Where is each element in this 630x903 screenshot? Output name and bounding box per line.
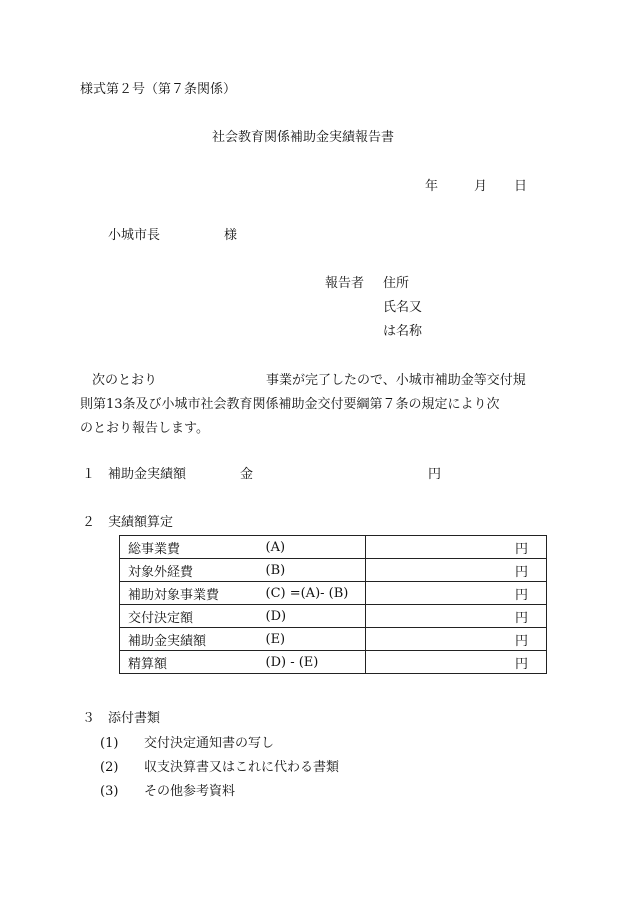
table-row xyxy=(120,628,547,651)
date-year-label: 年 xyxy=(425,179,439,194)
reporter-label: 報告者 xyxy=(325,276,365,291)
section1-number: １ xyxy=(82,467,96,482)
table-row xyxy=(120,605,547,628)
body-text-line1-b: 事業が完了したので、小城市補助金等交付規 xyxy=(266,373,526,388)
row-formula: (D) - (E) xyxy=(258,651,366,674)
row-amount-unit: 円 xyxy=(366,582,547,605)
row-amount-unit: 円 xyxy=(366,536,547,559)
reporter-name-label-line1: 氏名又 xyxy=(383,300,423,315)
attachment-number: (2) xyxy=(100,760,119,775)
date-month-label: 月 xyxy=(474,179,488,194)
attachment-number: (1) xyxy=(100,736,119,751)
table-row xyxy=(120,582,547,605)
body-text-line1-a: 次のとおり xyxy=(92,373,158,388)
row-formula: (D) xyxy=(258,605,366,628)
calculation-table xyxy=(119,535,547,674)
addressee-honorific: 様 xyxy=(224,228,238,243)
section1-amount-unit: 円 xyxy=(428,467,442,482)
row-amount-unit: 円 xyxy=(366,559,547,582)
reporter-name-label-line2: は名称 xyxy=(383,324,423,339)
row-item-label: 総事業費 xyxy=(120,536,258,559)
form-number: 様式第２号（第７条関係） xyxy=(80,82,237,97)
row-item-label: 対象外経費 xyxy=(120,559,258,582)
row-amount-unit: 円 xyxy=(366,628,547,651)
body-text-line3: のとおり報告します。 xyxy=(80,421,209,436)
section3-label: 添付書類 xyxy=(108,711,161,726)
row-amount-unit: 円 xyxy=(366,605,547,628)
reporter-address-label: 住所 xyxy=(383,276,410,291)
row-formula: (B) xyxy=(258,559,366,582)
row-item-label: 補助対象事業費 xyxy=(120,582,258,605)
section3-number: ３ xyxy=(82,711,96,726)
body-text-line2: 則第13条及び小城市社会教育関係補助金交付要綱第７条の規定により次 xyxy=(80,397,500,412)
document-title: 社会教育関係補助金実績報告書 xyxy=(212,130,395,145)
table-row xyxy=(120,651,547,674)
section2-number: ２ xyxy=(82,515,96,530)
table-row xyxy=(120,536,547,559)
row-item-label: 精算額 xyxy=(120,651,258,674)
row-amount-unit: 円 xyxy=(366,651,547,674)
date-day-label: 日 xyxy=(514,179,528,194)
attachment-text: 交付決定通知書の写し xyxy=(144,736,275,751)
addressee-name: 小城市長 xyxy=(108,228,161,243)
section1-label: 補助金実績額 xyxy=(108,467,187,482)
attachment-text: 収支決算書又はこれに代わる書類 xyxy=(144,760,340,775)
row-formula: (C) =(A)- (B) xyxy=(258,582,366,605)
row-item-label: 補助金実績額 xyxy=(120,628,258,651)
section2-label: 実績額算定 xyxy=(108,515,174,530)
attachment-number: (3) xyxy=(100,784,119,799)
row-formula: (A) xyxy=(258,536,366,559)
section1-amount-prefix: 金 xyxy=(240,467,254,482)
attachment-text: その他参考資料 xyxy=(144,784,236,799)
row-formula: (E) xyxy=(258,628,366,651)
table-row xyxy=(120,559,547,582)
row-item-label: 交付決定額 xyxy=(120,605,258,628)
